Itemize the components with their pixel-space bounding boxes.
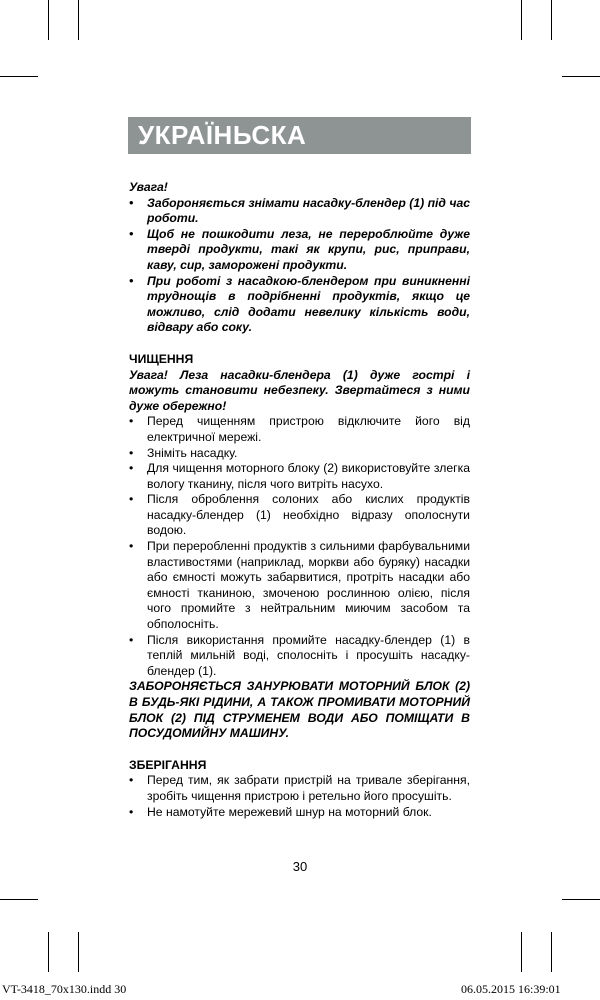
cleaning-list	[129, 414, 470, 679]
list-item: • При переробленні продуктів з сильними фарбувальними властивостями (наприклад, моркви або буряку) насадки або ємності можуть забарвитися, протріть насадки або ємності тканиною, змоченою рослинною олією, після чого промийте з нейтральним миючим засобом та обполосніть.	[129, 539, 470, 633]
crop-mark	[521, 932, 522, 972]
crop-mark	[78, 932, 79, 972]
footer-datetime: 06.05.2015 16:39:01	[461, 982, 561, 996]
list-item: • Після використання промийте насадку-блендер (1) в теплій мильній воді, сполосніть і просушіть насадку-блендер (1).	[129, 633, 470, 680]
page-content	[129, 180, 470, 820]
crop-mark	[48, 932, 49, 972]
warning-list	[129, 196, 470, 336]
list-item: • Щоб не пошкодити леза, не перероблюйте дуже тверді продукти, такі як крупи, рис, приправи, каву, сир, заморожені продукти.	[129, 227, 470, 274]
crop-mark	[521, 0, 522, 40]
list-item: • Перед тим, як забрати пристрій на тривале зберігання, зробіть чищення пристрою і ретельно його просушіть.	[129, 773, 470, 804]
list-item: • Забороняється знімати насадку-блендер (1) під час роботи.	[129, 196, 470, 227]
crop-mark	[562, 76, 600, 77]
list-item: • Для чищення моторного блоку (2) використовуйте злегка вологу тканину, після чого витріть насухо.	[129, 461, 470, 492]
storage-list	[129, 773, 470, 820]
crop-mark	[48, 0, 49, 40]
cleaning-title: ЧИЩЕННЯ	[129, 351, 194, 366]
footer-file: VT-3418_70x130.indd 30	[2, 982, 127, 996]
list-item: • Перед чищенням пристрою відключите його від електричної мережі.	[129, 414, 470, 445]
list-item: • Не намотуйте мережевий шнур на моторний блок.	[129, 805, 470, 821]
list-item: • Після оброблення солоних або кислих продуктів насадку-блендер (1) необхідно відразу ополоснути водою.	[129, 492, 470, 539]
cleaning-caution: ЗАБОРОНЯЄТЬСЯ ЗАНУРЮВАТИ МОТОРНИЙ БЛОК (2) В БУДЬ-ЯКІ РІДИНИ, А ТАКОЖ ПРОМИВАТИ МОТОРНИЙ БЛОК (2) ПІД СТРУМЕНЕМ ВОДИ АБО ПОМІЩАТИ В ПОСУДОМИЙНУ МАШИНУ.	[129, 679, 470, 741]
section-heading	[128, 117, 471, 154]
list-item: • При роботі з насадкою-блендером при виникненні труднощів в подрібненні продуктів, якщо це можливо, слід додати невелику кількість води, відвару або соку.	[129, 274, 470, 336]
crop-mark	[78, 0, 79, 40]
crop-mark	[551, 0, 552, 40]
warning-title: Увага!	[129, 180, 168, 194]
cleaning-warning: Увага! Леза насадки-блендера (1) дуже гострі і можуть становити небезпеку. Звертайтеся з ними дуже обережно!	[129, 367, 470, 413]
crop-mark	[562, 899, 600, 900]
page-number: 30	[292, 859, 308, 874]
section-heading-text: УКРАЇНЬСКА	[138, 120, 307, 150]
crop-mark	[0, 899, 38, 900]
crop-mark	[551, 932, 552, 972]
list-item: • Зніміть насадку.	[129, 446, 470, 462]
storage-title: ЗБЕРІГАННЯ	[129, 757, 207, 772]
crop-mark	[0, 76, 38, 77]
